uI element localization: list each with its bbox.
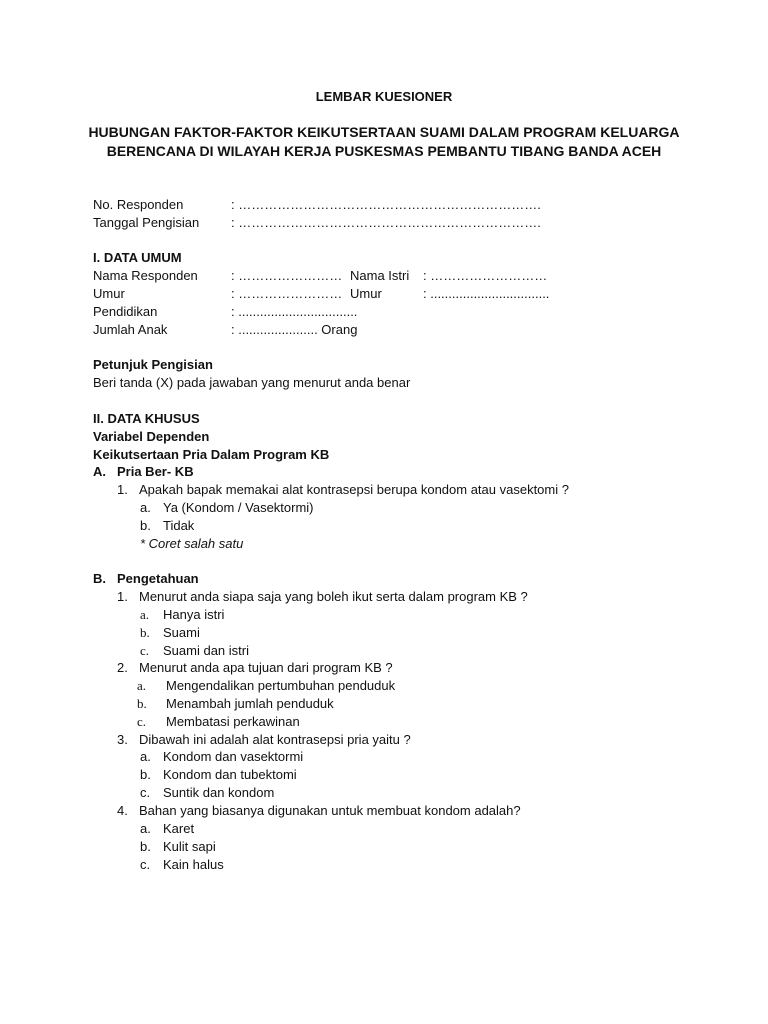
section-a-title: Pria Ber- KB	[117, 464, 194, 479]
option-marker: b.	[140, 767, 151, 782]
document-title: LEMBAR KUESIONER	[315, 89, 453, 104]
question-number: 3.	[117, 732, 128, 747]
option-checkbox[interactable]: Suami	[163, 625, 200, 640]
question-number: 2.	[117, 660, 128, 675]
question-text: Menurut anda siapa saja yang boleh ikut serta dalam program KB ?	[139, 589, 528, 604]
option-marker: c.	[140, 785, 151, 800]
option-checkbox[interactable]: Menambah jumlah penduduk	[166, 696, 334, 711]
option-checkbox[interactable]: Suami dan istri	[163, 643, 249, 658]
option-marker: a.	[140, 500, 151, 515]
instructions-text: Beri tanda (X) pada jawaban yang menurut anda benar	[93, 375, 411, 390]
option-marker: a.	[140, 607, 150, 622]
option-marker: c.	[140, 857, 151, 872]
section-data-khusus-heading: II. DATA KHUSUS	[93, 411, 200, 426]
option-checkbox[interactable]: Suntik dan kondom	[163, 785, 275, 800]
field-value: : …………………………………………………………….	[231, 197, 541, 212]
field-value: : .................................	[231, 304, 358, 319]
option-checkbox[interactable]: Tidak	[163, 518, 195, 533]
field-value-nama-istri: : ………………………	[423, 268, 548, 283]
option-marker: b.	[140, 625, 150, 640]
field-value: : ...................... Orang	[231, 322, 358, 337]
question-text: Bahan yang biasanya digunakan untuk membuat kondom adalah?	[139, 803, 521, 818]
option-checkbox[interactable]: Mengendalikan pertumbuhan penduduk	[166, 678, 396, 693]
field-value: : …………………………………………………………….	[231, 215, 541, 230]
note-text: * Coret salah satu	[140, 536, 244, 551]
option-marker: b.	[140, 518, 151, 533]
option-checkbox[interactable]: Kondom dan tubektomi	[163, 767, 297, 782]
heading-line-2: BERENCANA DI WILAYAH KERJA PUSKESMAS PEMBANTU TIBANG BANDA ACEH	[106, 143, 662, 159]
field-label-nama-istri: Nama Istri	[350, 268, 410, 283]
section-b-title: Pengetahuan	[117, 571, 199, 586]
section-a-marker: A.	[93, 464, 106, 479]
option-marker: a.	[140, 821, 151, 836]
field-value: : ……………………	[231, 286, 343, 301]
option-checkbox[interactable]: Kulit sapi	[163, 839, 216, 854]
question-text: Apakah bapak memakai alat kontrasepsi berupa kondom atau vasektomi ?	[139, 482, 569, 497]
option-checkbox[interactable]: Karet	[163, 821, 195, 836]
section-b-marker: B.	[93, 571, 106, 586]
section-data-umum-heading: I. DATA UMUM	[93, 250, 182, 265]
subheading: Keikutsertaan Pria Dalam Program KB	[93, 447, 330, 462]
field-value: : ……………………	[231, 268, 343, 283]
question-text: Menurut anda apa tujuan dari program KB ?	[139, 660, 393, 675]
field-label: Pendidikan	[93, 304, 158, 319]
option-checkbox[interactable]: Ya (Kondom / Vasektormi)	[163, 500, 314, 515]
option-checkbox[interactable]: Hanya istri	[163, 607, 225, 622]
field-label: Jumlah Anak	[93, 322, 168, 337]
question-number: 4.	[117, 803, 128, 818]
field-label: No. Responden	[93, 197, 184, 212]
field-label: Nama Responden	[93, 268, 198, 283]
option-checkbox[interactable]: Membatasi perkawinan	[166, 714, 300, 729]
option-marker: a.	[140, 749, 151, 764]
option-marker: a.	[137, 678, 147, 693]
option-checkbox[interactable]: Kain halus	[163, 857, 224, 872]
heading-line-1: HUBUNGAN FAKTOR-FAKTOR KEIKUTSERTAAN SUAMI DALAM PROGRAM KELUARGA	[88, 124, 680, 140]
option-checkbox[interactable]: Kondom dan vasektormi	[163, 749, 304, 764]
field-label: Tanggal Pengisian	[93, 215, 200, 230]
question-number: 1.	[117, 482, 128, 497]
option-marker: b.	[137, 696, 147, 711]
instructions-heading: Petunjuk Pengisian	[93, 357, 213, 372]
document-heading	[60, 123, 708, 161]
option-marker: c.	[137, 714, 147, 729]
field-label: Umur	[93, 286, 125, 301]
field-value-umur-istri: : .................................	[423, 286, 550, 301]
option-marker: b.	[140, 839, 151, 854]
field-label-umur-istri: Umur	[350, 286, 382, 301]
variable-heading: Variabel Dependen	[93, 429, 210, 444]
question-number: 1.	[117, 589, 128, 604]
option-marker: c.	[140, 643, 150, 658]
question-text: Dibawah ini adalah alat kontrasepsi pria yaitu ?	[139, 732, 411, 747]
